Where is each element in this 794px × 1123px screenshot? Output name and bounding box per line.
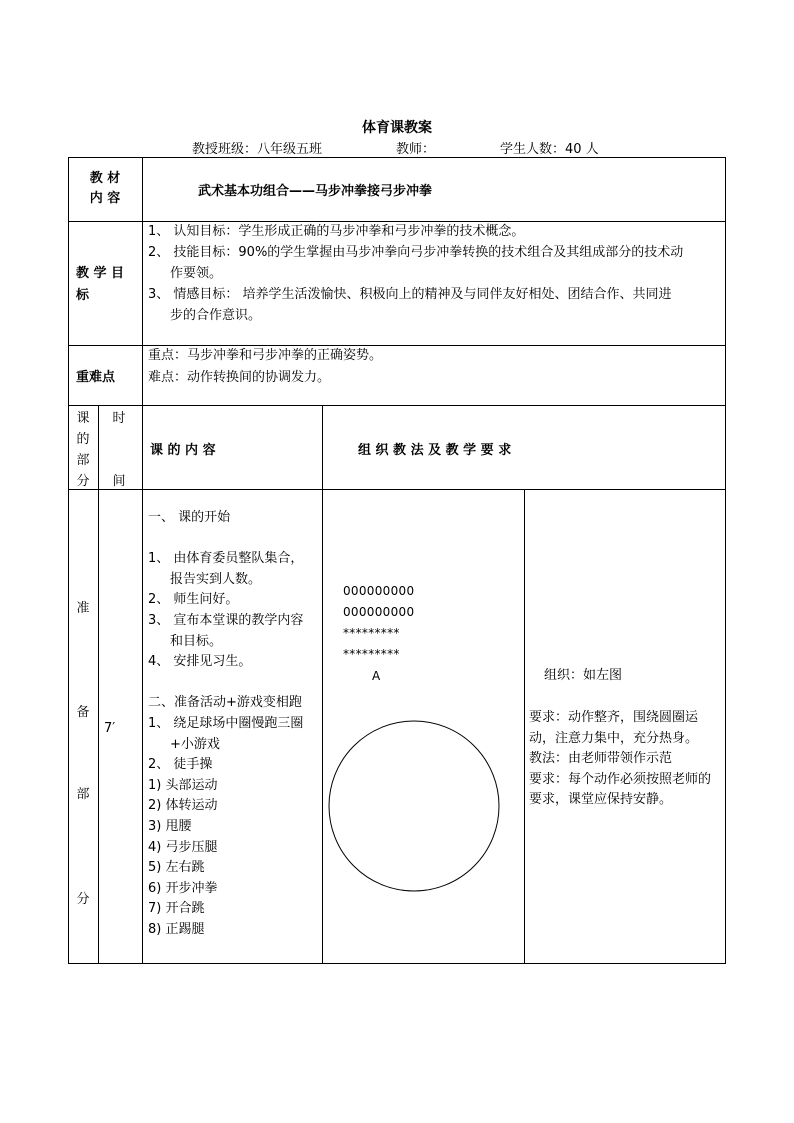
content-header: 课 的 内 容 bbox=[150, 443, 216, 458]
lesson-plan-table bbox=[68, 157, 726, 964]
prep-content-line bbox=[148, 673, 320, 694]
method-text: 教法：由老师带领作示范 bbox=[529, 751, 673, 766]
time-header-char: 间 bbox=[112, 474, 126, 489]
objective-item: 3、 情感目标： 培养学生活泼愉快、积极向上的精神及与同伴友好相处、团结合作、共同进 bbox=[148, 287, 672, 302]
formation-row: 000000000 bbox=[343, 605, 415, 619]
prep-content-line: 1、 由体育委员整队集合， bbox=[148, 551, 304, 567]
prep-content-line: 一、 课的开始 bbox=[148, 510, 231, 525]
prep-content-line: +小游戏 bbox=[170, 736, 220, 752]
prep-section-char: 分 bbox=[76, 892, 90, 907]
section-header-char: 部 bbox=[76, 453, 90, 468]
teacher-label: 教师： bbox=[396, 142, 436, 157]
column-divider bbox=[524, 489, 525, 964]
org-note: 组织：如左图 bbox=[544, 668, 623, 683]
table-border-right bbox=[725, 157, 726, 964]
section-header-char: 分 bbox=[76, 474, 90, 489]
objectives-list bbox=[148, 221, 722, 326]
prep-content-line: 1) 头部运动 bbox=[148, 777, 218, 793]
prep-content-line: 7) 开合跳 bbox=[148, 901, 205, 917]
prep-content-line: 6) 开步冲拳 bbox=[148, 880, 218, 896]
running-circle bbox=[329, 721, 499, 891]
prep-time: 7′ bbox=[104, 721, 116, 736]
column-divider bbox=[98, 405, 99, 964]
focus-text: 重点：马步冲拳和弓步冲拳的正确姿势。 bbox=[148, 348, 383, 363]
prep-content-line: 二、准备活动+游戏变相跑 bbox=[148, 695, 302, 711]
column-divider bbox=[322, 405, 323, 964]
table-border-top bbox=[68, 157, 726, 158]
prep-section-char: 准 bbox=[76, 601, 90, 616]
requirement-text: 要求：每个动作必须按照老师的要求，课堂应保持安静。 bbox=[529, 771, 712, 807]
prep-content-line: 5) 左右跳 bbox=[148, 860, 205, 876]
key-points-content bbox=[148, 345, 382, 389]
prep-content-line: 3、 宣布本堂课的教学内容 bbox=[148, 612, 304, 628]
row-divider bbox=[68, 489, 726, 490]
prep-content-line: 4) 弓步压腿 bbox=[148, 839, 218, 855]
teacher-marker: A bbox=[372, 669, 381, 683]
prep-content-line: 1、 绕足球场中圈慢跑三圈 bbox=[148, 715, 304, 731]
section-header-char: 的 bbox=[76, 432, 90, 447]
objective-item-cont: 步的合作意识。 bbox=[170, 308, 262, 323]
difficulty-text: 难点：动作转换间的协调发力。 bbox=[148, 370, 331, 385]
formation-row: 000000000 bbox=[343, 584, 415, 598]
row-divider bbox=[68, 405, 726, 406]
student-count: 学生人数：40 人 bbox=[500, 142, 599, 157]
label-column-divider bbox=[142, 157, 143, 406]
class-info: 教授班级：八年级五班 bbox=[192, 142, 323, 157]
objectives-label: 教 学 目 标 bbox=[76, 266, 125, 303]
prep-content-line: 2) 体转运动 bbox=[148, 798, 218, 814]
material-content: 武术基本功组合——马步冲拳接弓步冲拳 bbox=[198, 184, 433, 199]
method-header: 组 织 教 法 及 教 学 要 求 bbox=[358, 443, 512, 458]
requirement-text: 要求：动作整齐，围绕圆圈运动，注意力集中，充分热身。 bbox=[529, 710, 699, 746]
prep-content-line bbox=[148, 529, 320, 550]
objective-item: 1、 认知目标：学生形成正确的马步冲拳和弓步冲拳的技术概念。 bbox=[148, 224, 525, 239]
formation-row: ********* bbox=[343, 626, 400, 640]
prep-content-list bbox=[148, 508, 320, 940]
prep-content-line: 8) 正踢腿 bbox=[148, 921, 205, 937]
prep-content-line: 2、 徒手操 bbox=[148, 757, 213, 773]
requirements-block bbox=[529, 708, 723, 811]
prep-content-line: 和目标。 bbox=[170, 633, 223, 649]
material-label: 教 材 内 容 bbox=[89, 171, 121, 206]
column-divider bbox=[142, 405, 143, 964]
objective-item-cont: 作要领。 bbox=[170, 266, 223, 281]
circle-diagram bbox=[327, 719, 501, 893]
formation-row: ********* bbox=[343, 647, 400, 661]
prep-content-line: 2、 师生问好。 bbox=[148, 592, 239, 608]
section-header-char: 课 bbox=[76, 411, 90, 426]
time-header-char: 时 bbox=[112, 411, 126, 426]
key-points-label: 重难点 bbox=[76, 370, 116, 385]
prep-content-line: 4、 安排见习生。 bbox=[148, 654, 252, 670]
objective-item: 2、 技能目标：90%的学生掌握由马步冲拳向弓步冲拳转换的技术组合及其组成部分的技术动 bbox=[148, 245, 684, 260]
prep-section-char: 备 bbox=[76, 705, 90, 720]
table-border-bottom bbox=[68, 963, 726, 964]
page-title: 体育课教案 bbox=[362, 120, 432, 136]
prep-content-line: 报告实到人数。 bbox=[170, 571, 262, 587]
table-border-left bbox=[68, 157, 69, 964]
prep-content-line: 3) 甩腰 bbox=[148, 818, 192, 834]
prep-section-char: 部 bbox=[76, 787, 90, 802]
